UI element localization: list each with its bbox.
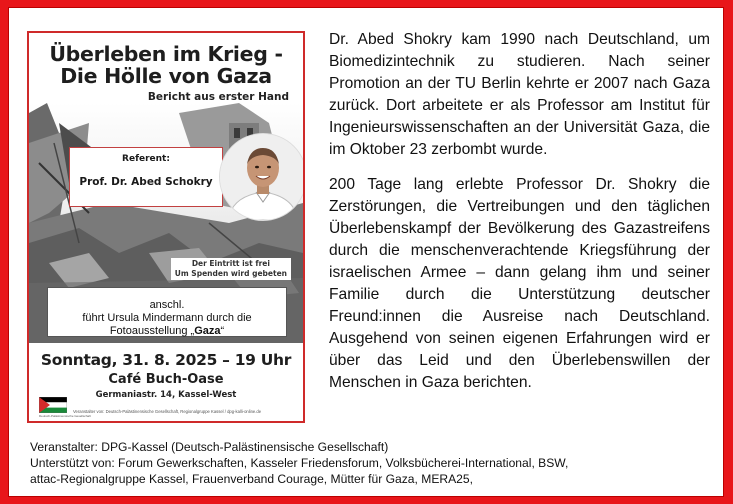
article-paragraph-2: 200 Tage lang erlebte Professor Dr. Shokry die Zerstörungen, die Vertreibungen und den täglichen Überlebenskampf der Bevölkerung des Gazastreifens durch die menschenverachtende Kriegsführung der israelischen Armee – dann gelang ihm und seiner Familie durch die Unterstützung deutscher Freund:innen die Ausreise nach Deutschland. Ausgehend von seinen eigenen Erfahrungen wird er über das Leid und den Überlebenswillen der Menschen in Gaza berichten.: [329, 175, 710, 392]
event-date: Sonntag, 31. 8. 2025 – 19 Uhr: [40, 351, 292, 369]
exhibition-prefix: Fotoausstellung „: [109, 325, 195, 337]
poster-title: [29, 43, 303, 87]
organizer-footer: [30, 439, 720, 487]
poster-footer: Veranstalter von: Deutsch-Palästinensische Gesellschaft, Regionalgruppe Kassel / dpg-kalli-online.de: [73, 409, 262, 414]
referent-name: Prof. Dr. Abed Schokry: [79, 176, 213, 188]
palestine-flag-icon: [39, 397, 67, 413]
exhibition-line-3: [48, 325, 286, 338]
article-paragraph-1: Dr. Abed Shokry kam 1990 nach Deutschland, um Biomedizintechnik zu studieren. Nach seiner Promotion an der TU Berlin kehrte er 2007 nach Gaza zurück. Dort arbeitete er als Professor am Institut für Ingenieurswissenschaften an der Universität Gaza, die im Oktober 23 zerbombt wurde.: [329, 31, 710, 159]
exhibition-suffix: “: [220, 325, 225, 337]
exhibition-box: [47, 287, 287, 337]
poster-title-line-1: Überleben im Krieg -: [49, 42, 283, 66]
supporters-line-1: Unterstützt von: Forum Gewerkschaften, Kasseler Friedensforum, Volksbücherei-International, BSW,: [30, 456, 569, 470]
event-venue: Café Buch-Oase: [108, 372, 224, 387]
referent-label: Referent:: [122, 154, 170, 164]
article-text: [329, 29, 710, 407]
poster-title-line-2: Die Hölle von Gaza: [60, 64, 272, 88]
exhibition-title: Gaza: [194, 325, 221, 337]
speaker-portrait-image: [220, 134, 305, 220]
organizer-line: Veranstalter: DPG-Kassel (Deutsch-Palästinensische Gesellschaft): [30, 440, 389, 454]
entry-line-1: Der Eintritt ist frei: [191, 259, 270, 268]
flag-caption: Deutsch-Palästinensische Gesellschaft: [39, 414, 91, 418]
exhibition-line-1: anschl.: [149, 299, 185, 311]
referent-box: [69, 147, 223, 207]
entry-notice: [171, 258, 291, 280]
event-address: Germaniastr. 14, Kassel-West: [95, 390, 237, 400]
entry-line-2: Um Spenden wird gebeten: [174, 269, 287, 278]
page-frame: [8, 7, 724, 497]
speaker-portrait: [219, 133, 305, 221]
event-poster: [27, 31, 305, 423]
supporters-line-2: attac-Regionalgruppe Kassel, Frauenverband Courage, Mütter für Gaza, MERA25,: [30, 472, 473, 486]
poster-subtitle: Bericht aus erster Hand: [147, 91, 289, 103]
exhibition-line-2: führt Ursula Mindermann durch die: [82, 312, 252, 324]
